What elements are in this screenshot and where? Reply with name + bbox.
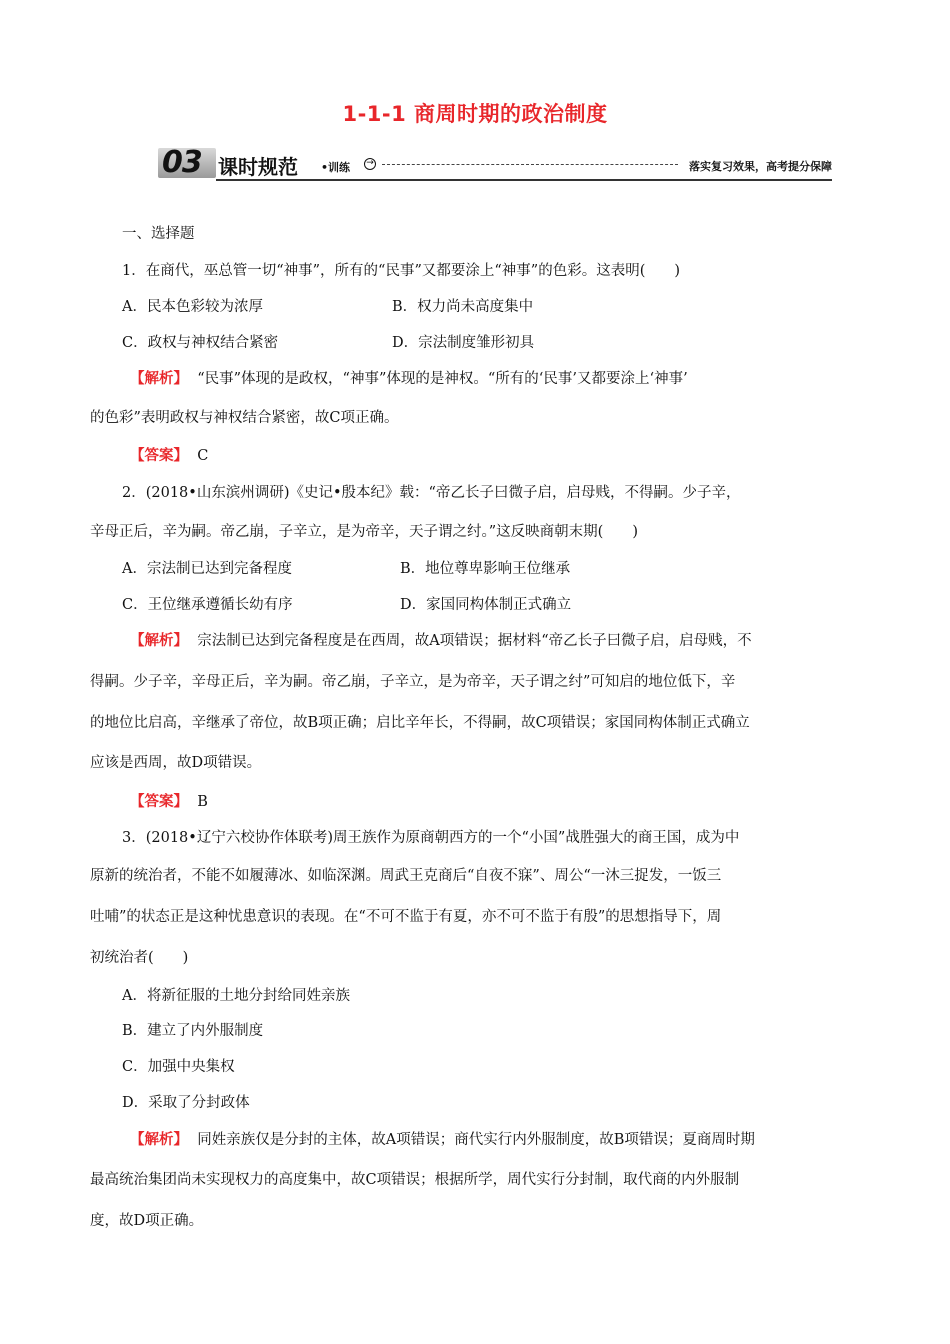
analysis-tag: 【解析】 — [130, 371, 188, 387]
banner-number: 03 — [162, 145, 202, 180]
q3-stem-line-1: 3．(2018•辽宁六校协作体联考)周王族作为原商朝西方的一个“小国”战胜强大的商王国，成为中 — [122, 830, 740, 846]
q2-option-c: C．王位继承遵循长幼有序 — [122, 597, 293, 613]
banner-dashed-line — [382, 164, 678, 165]
q1-stem: 1．在商代，巫总管一切“神事”，所有的“民事”又都要涂上“神事”的色彩。这表明( ) — [122, 263, 681, 279]
q1-analysis-line-2: 的色彩”表明政权与神权结合紧密，故C项正确。 — [90, 410, 399, 426]
q2-stem-line-1: 2．(2018•山东滨州调研)《史记•殷本纪》载：“帝乙长子曰微子启，启母贱，不得嗣。少子辛， — [122, 485, 741, 501]
q3-option-c: C．加强中央集权 — [122, 1059, 235, 1075]
q3-stem-line-3: 吐哺”的状态正是这种忧患意识的表现。在“不可不监于有夏，亦不可不监于有殷”的思想指导下，周 — [90, 909, 722, 925]
q2-option-a: A．宗法制已达到完备程度 — [122, 561, 292, 577]
q1-option-a: A．民本色彩较为浓厚 — [122, 299, 263, 315]
q3-stem-line-4: 初统治者( ) — [90, 950, 189, 966]
q2-answer — [130, 790, 208, 811]
q1-option-c: C．政权与神权结合紧密 — [122, 335, 279, 351]
analysis-text: 宗法制已达到完备程度是在西周，故A项错误；据材料“帝乙长子曰微子启，启母贱，不 — [197, 633, 752, 649]
section-heading: 一、选择题 — [122, 226, 195, 242]
banner-sub: •训练 — [321, 161, 351, 174]
q1-analysis-line-1 — [130, 367, 688, 388]
analysis-tag: 【解析】 — [130, 1132, 188, 1148]
q3-option-d: D．采取了分封政体 — [122, 1095, 250, 1111]
q3-option-b: B．建立了内外服制度 — [122, 1023, 264, 1039]
q3-option-a: A．将新征服的土地分封给同姓亲族 — [122, 988, 350, 1004]
page-title: 1-1-1 商周时期的政治制度 — [342, 102, 608, 126]
q3-analysis-line-2: 最高统治集团尚未实现权力的高度集中，故C项错误；根据所学，周代实行分封制，取代商的内外服制 — [90, 1172, 740, 1188]
q1-answer — [130, 444, 208, 465]
q2-stem-line-2: 辛母正后，辛为嗣。帝乙崩，子辛立，是为帝辛，天子谓之纣。”这反映商朝末期( ) — [90, 524, 638, 540]
q1-option-d: D．宗法制度雏形初具 — [392, 335, 535, 351]
arrow-right-icon: → — [364, 158, 376, 170]
answer-value: C — [197, 448, 209, 464]
section-banner — [158, 145, 832, 182]
q3-stem-line-2: 原新的统治者，不能不如履薄冰、如临深渊。周武王克商后“自夜不寐”、周公“一沐三捉发，一饭三 — [90, 868, 722, 884]
q2-analysis-line-2: 得嗣。少子辛，辛母正后，辛为嗣。帝乙崩，子辛立，是为帝辛，天子谓之纣”可知启的地位低下，辛 — [90, 674, 736, 690]
q3-analysis-line-3: 度，故D项正确。 — [90, 1213, 204, 1229]
answer-value: B — [197, 794, 208, 810]
q2-analysis-line-4: 应该是西周，故D项错误。 — [90, 755, 262, 771]
analysis-text: 同姓亲族仅是分封的主体，故A项错误；商代实行内外服制度，故B项错误；夏商周时期 — [197, 1132, 755, 1148]
answer-tag: 【答案】 — [130, 448, 188, 464]
analysis-tag: 【解析】 — [130, 633, 188, 649]
q1-option-b: B．权力尚未高度集中 — [392, 299, 534, 315]
q3-analysis-line-1 — [130, 1128, 755, 1149]
q2-option-b: B．地位尊卑影响王位继承 — [400, 561, 571, 577]
banner-heading: 课时规范 — [218, 155, 298, 179]
q2-analysis-line-3: 的地位比启高，辛继承了帝位，故B项正确；启比辛年长，不得嗣，故C项错误；家国同构体制正式确立 — [90, 715, 750, 731]
banner-slogan: 落实复习效果，高考提分保障 — [689, 160, 832, 173]
answer-tag: 【答案】 — [130, 794, 188, 810]
q2-option-d: D．家国同构体制正式确立 — [400, 597, 572, 613]
q2-analysis-line-1 — [130, 629, 752, 650]
analysis-text: “民事”体现的是政权，“神事”体现的是神权。“所有的‘民事’又都要涂上‘神事’ — [197, 371, 688, 387]
banner-underline — [216, 179, 832, 181]
